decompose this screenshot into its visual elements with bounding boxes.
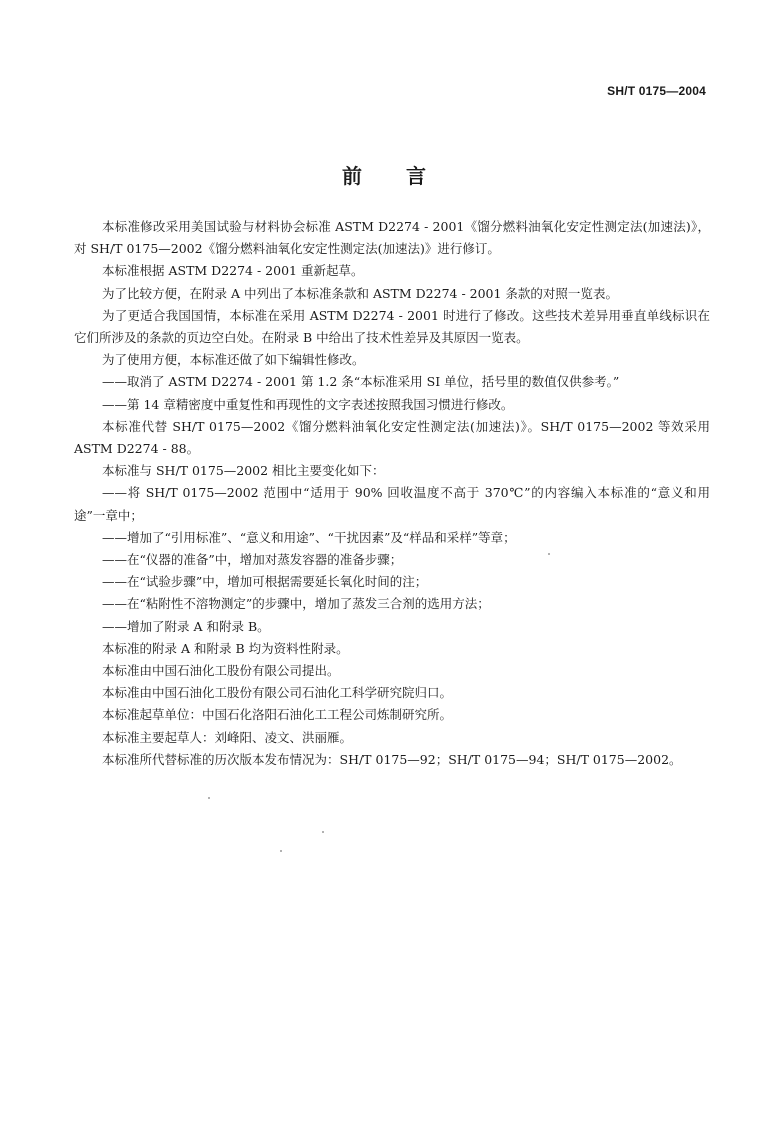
list-item: ——取消了 ASTM D2274 - 2001 第 1.2 条“本标准采用 SI 单位，括号里的数值仅供参考。” [102,374,620,390]
paragraph-proposed-by: 本标准由中国石油化工股份有限公司提出。 [102,663,340,679]
standard-code: SH/T 0175—2004 [607,84,706,98]
list-item: ——在“试验步骤”中，增加可根据需要延长氧化时间的注； [102,574,428,590]
paragraph-previous-editions: 本标准所代替标准的历次版本发布情况为：SH/T 0175—92；SH/T 0175—94；SH/T 0175—2002。 [102,751,682,767]
list-item: ——在“粘附性不溶物测定”的步骤中，增加了蒸发三合剂的选用方法； [102,596,490,612]
scan-speck [322,831,324,833]
page-title: 前言 [342,164,470,188]
paragraph-main-changes: 本标准与 SH/T 0175—2002 相比主要变化如下： [102,463,385,479]
paragraph-editorial-changes: 为了使用方便，本标准还做了如下编辑性修改。 [102,352,365,368]
paragraph-informative-annexes: 本标准的附录 A 和附录 B 均为资料性附录。 [102,640,349,656]
scan-speck [548,553,550,555]
paragraph-technical-differences: 为了更适合我国国情，本标准在采用 ASTM D2274 - 2001 时进行了修改。这些技术差异用垂直单线标识在它们所涉及的条款的页边空白处。在附录 B 中给出了技术性差异及其原因一览表。 [74,307,710,346]
list-item: ——将 SH/T 0175—2002 范围中“适用于 90% 回收温度不高于 370℃”的内容编入本标准的“意义和用途”一章中； [74,485,710,523]
paragraph-centralized-by: 本标准由中国石油化工股份有限公司石油化工科学研究院归口。 [102,685,453,701]
list-item: ——增加了附录 A 和附录 B。 [102,618,270,634]
scan-speck [280,850,282,852]
list-item: ——增加了“引用标准”、“意义和用途”、“干扰因素”及“样品和采样”等章； [102,529,516,545]
paragraph-redrafted: 本标准根据 ASTM D2274 - 2001 重新起草。 [102,263,364,279]
paragraph-drafting-unit: 本标准起草单位：中国石化洛阳石油化工工程公司炼制研究所。 [102,707,453,723]
paragraph-replaces: 本标准代替 SH/T 0175—2002《馏分燃料油氧化安定性测定法(加速法)》。SH/T 0175—2002 等效采用 ASTM D2274 - 88。 [74,418,710,457]
paragraph-adoption: 本标准修改采用美国试验与材料协会标准 ASTM D2274 - 2001《馏分燃料油氧化安定性测定法(加速法)》，对 SH/T 0175—2002《馏分燃料油氧化安定性测定法(加速法)》进行修订。 [74,219,710,257]
paragraph-annex-a: 为了比较方便，在附录 A 中列出了本标准条款和 ASTM D2274 - 2001 条款的对照一览表。 [102,285,618,301]
list-item: ——第 14 章精密度中重复性和再现性的文字表述按照我国习惯进行修改。 [102,396,514,412]
scan-speck [208,797,210,799]
paragraph-drafters: 本标准主要起草人：刘峰阳、凌文、洪丽雁。 [102,729,353,745]
list-item: ——在“仪器的准备”中，增加对蒸发容器的准备步骤； [102,552,403,568]
foreword-body [74,216,710,771]
